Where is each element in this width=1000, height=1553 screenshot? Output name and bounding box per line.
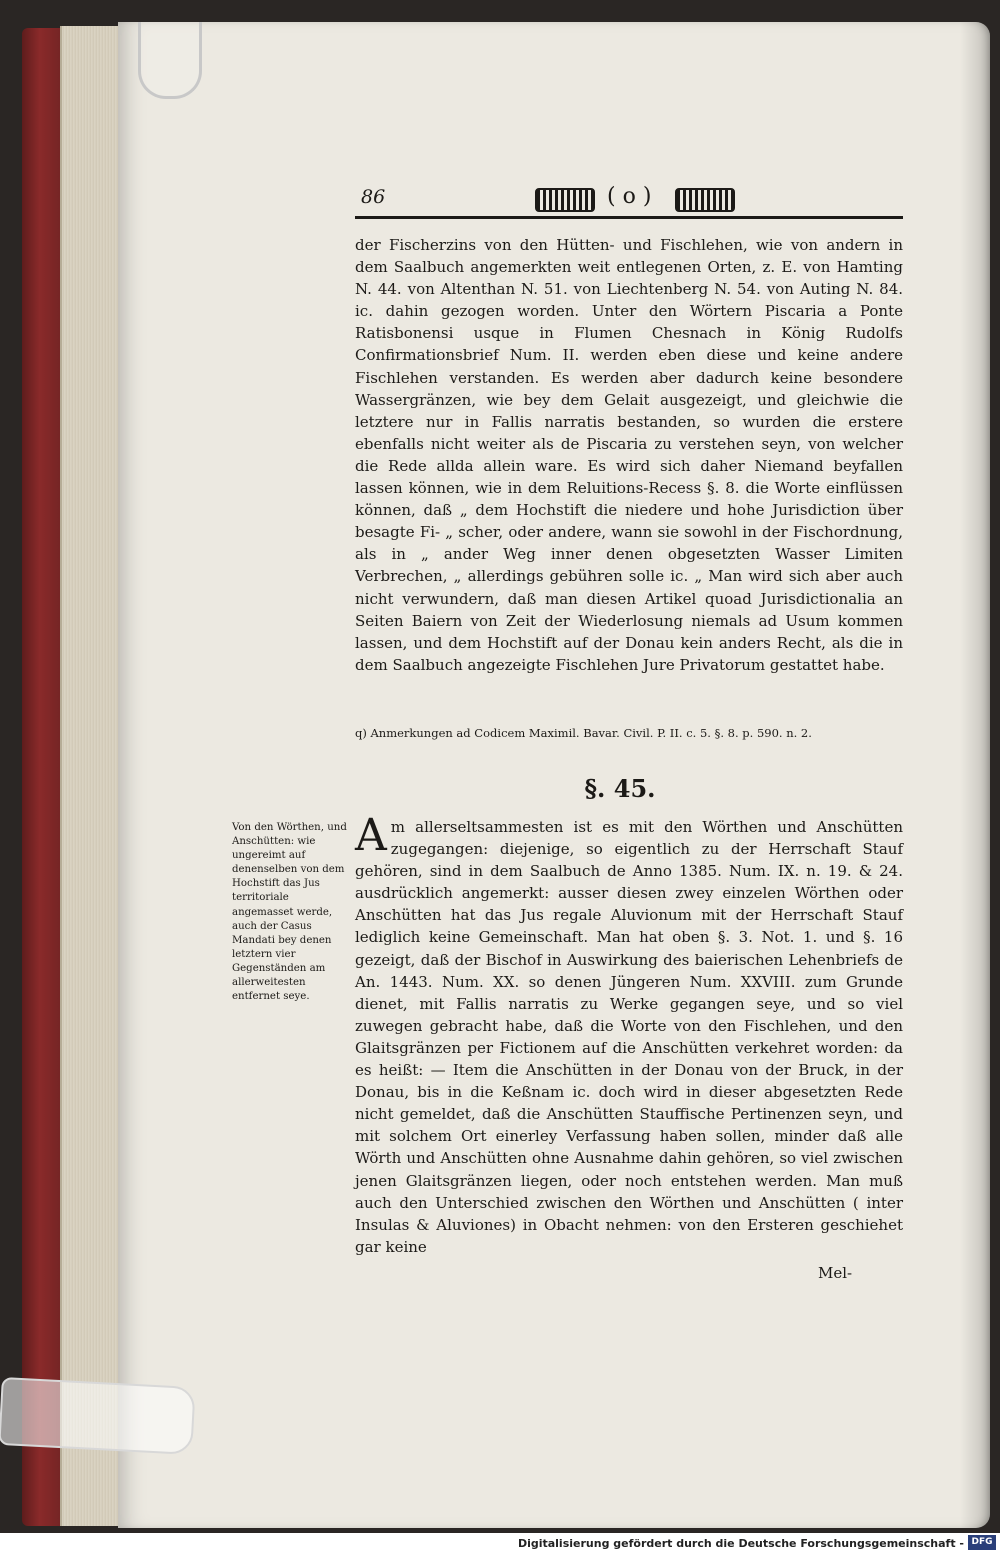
margin-note: Von den Wörthen, und Anschütten: wie ungereimt auf denenselben von dem Hochstift das Jus territoriale angemasset werde, auch der Casus Mandati bey denen letztern vier Gegenständen am allerweitesten entfernet seye. (232, 822, 347, 1003)
section-title: §. 45. (584, 774, 656, 803)
bookmark-clip (138, 22, 202, 99)
footer-credit: Digitalisierung gefördert durch die Deutsche Forschungsgemeinschaft - (517, 1537, 964, 1550)
glass-glare (0, 1377, 196, 1455)
page-number: 86 (361, 186, 386, 208)
catchword: Mel- (818, 1264, 853, 1282)
header-center-mark: ( o ) (607, 184, 652, 209)
dfg-logo-icon: DFG (968, 1535, 996, 1550)
footnote: q) Anmerkungen ad Codicem Maximil. Bavar. Civil. P. II. c. 5. §. 8. p. 590. n. 2. (355, 726, 812, 740)
page-header (355, 182, 903, 219)
header-ornament-right (675, 188, 735, 212)
page-curve-shadow (960, 22, 990, 1528)
body-paragraph-1: der Fischerzins von den Hütten- und Fischlehen, wie von andern in dem Saalbuch angemerkten weit entlegenen Orten, z. E. von Hamting N. 44. von Altenthan N. 51. von Liechtenberg N. 54. von Auting N. 84. ic. dahin gezogen worden. Unter den Wörtern Piscaria a Ponte Ratisbonensi usque in Flumen Chesnach in König Rudolfs Confirmationsbrief Num. II. werden eben diese und keine andere Fischlehen verstanden. Es werden aber dadurch keine besondere Wassergränzen, wie bey dem Gelait ausgezeigt, und gleichwie die letztere nur in Fallis narratis bestanden, so wurden die erstere ebenfalls nicht weiter als de Piscaria zu verstehen seyn, von welcher die Rede allda allein ware. Es wird sich daher Niemand beyfallen lassen können, wie in dem Reluitions-Recess §. 8. die Worte einflüssen können, daß „ dem Hochstift die niedere und hohe Jurisdiction über besagte Fi- „ scher, oder andere, wann sie sowohl in der Fischordnung, als in „ ander Weg inner denen obgesetzten Wasser Limiten Verbrechen, „ allerdings gebühren solle ic. „ Man wird sich aber auch nicht verwundern, daß man diesen Artikel quoad Jurisdictionalia an Seiten Baiern von Zeit der Wiederlosung niemals ad Usum kommen lassen, und dem Hochstift auf der Donau kein anders Recht, als die in dem Saalbuch angezeigte Fischlehen Jure Privatorum gestattet habe. (355, 236, 903, 674)
body-paragraph-2: Am allerseltsammesten ist es mit den Wörthen und Anschütten zugegangen: diejenige, so eigentlich zu der Herrschaft Stauf gehören, sind in dem Saalbuch de Anno 1385. Num. IX. n. 19. & 24. ausdrücklich angemerkt: ausser diesen zwey einzelen Wörthen oder Anschütten hat das Jus regale Aluvionum mit der Herrschaft Stauf lediglich keine Gemeinschaft. Man hat oben §. 3. Not. 1. und §. 16 gezeigt, daß der Bischof in Auswirkung des baierischen Lehenbriefs de An. 1443. Num. XX. so denen Jüngeren Num. XXVIII. zum Grunde dienet, mit Fallis narratis zu Werke gegangen seye, und so viel zuwegen gebracht habe, daß die Worte von den Fischlehen, und den Glaitsgränzen per Fictionem auf die Anschütten verkehret worden: da es heißt: — Item die Anschütten in der Donau von der Bruck, in der Donau, bis in die Keßnam ic. doch wird in dieser abgesetzten Rede nicht gemeldet, daß die Anschütten Stauffische Pertinenzen seyn, und mit solchem Ort einerley Verfassung haben sollen, minder daß alle Wörth und Anschütten ohne Ausnahme dahin gehören, so viel zwischen jenen Glaitsgränzen liegen, oder noch entstehen werden. Man muß auch den Unterschied zwischen den Wörthen und Anschütten ( inter Insulas & Aluviones) in Obacht nehmen: von den Ersteren geschiehet gar keine (355, 810, 903, 1256)
page-edges (60, 26, 122, 1526)
header-ornament-left (535, 188, 595, 212)
